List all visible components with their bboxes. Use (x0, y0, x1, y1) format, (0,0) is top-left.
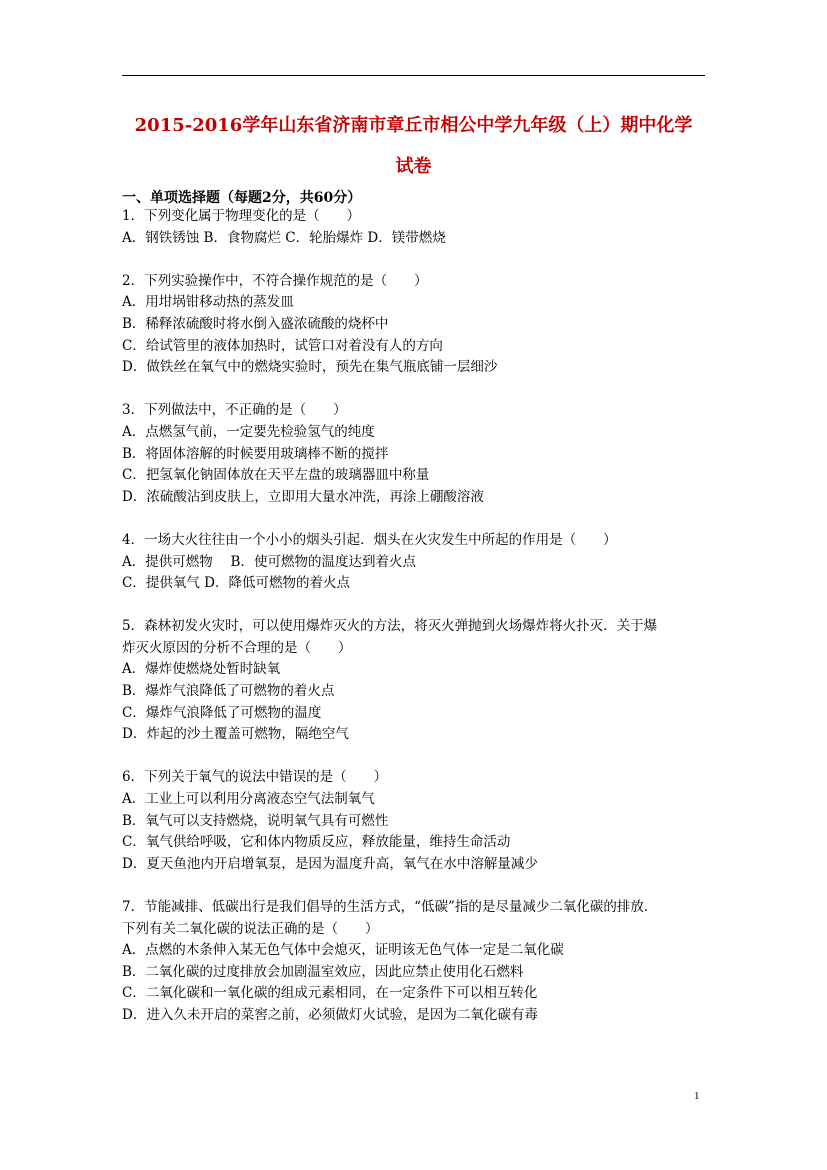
question-2 (122, 271, 707, 379)
answer-option: A．点燃的木条伸入某无色气体中会熄灭，证明该无色气体一定是二氧化碳 (122, 942, 564, 959)
answer-option: D．炸起的沙土覆盖可燃物，隔绝空气 (122, 726, 349, 743)
answer-option: A．用坩埚钳移动热的蒸发皿 (122, 294, 294, 311)
page-title-line1: 2015-2016学年山东省济南市章丘市相公中学九年级（上）期中化学 (134, 115, 693, 136)
answer-option: C．提供氧气 D．降低可燃物的着火点 (122, 575, 350, 592)
answer-option: C．爆炸气浪降低了可燃物的温度 (122, 704, 322, 721)
answer-option: A．点燃氢气前，一定要先检验氢气的纯度 (122, 423, 375, 440)
question-stem-line: 4．一场大火往往由一个小小的烟头引起．烟头在火灾发生中所起的作用是（ ） (122, 531, 617, 548)
question-1 (122, 206, 707, 249)
question-6 (122, 767, 707, 875)
answer-option: A．爆炸使燃烧处暂时缺氧 (122, 661, 281, 678)
section-heading: 一、单项选择题（每题2分，共60分） (122, 190, 362, 206)
question-stem-line: 1．下列变化属于物理变化的是（ ） (122, 208, 361, 224)
answer-option: D．进入久未开启的菜窖之前，必须做灯火试验，是因为二氧化碳有毒 (122, 1006, 538, 1023)
page-number: 1 (694, 1090, 700, 1102)
question-list (122, 206, 707, 1048)
answer-option: B．氧气可以支持燃烧，说明氧气具有可燃性 (122, 812, 389, 829)
answer-option: A．工业上可以利用分离液态空气法制氧气 (122, 791, 375, 808)
question-4 (122, 530, 707, 595)
answer-option: D．做铁丝在氧气中的燃烧实验时，预先在集气瓶底铺一层细沙 (122, 359, 498, 376)
question-stem-line: 炸灭火原因的分析不合理的是（ ） (122, 639, 352, 656)
answer-option: B．将固体溶解的时候要用玻璃棒不断的搅拌 (122, 445, 389, 462)
answer-option: C．把氢氧化钠固体放在天平左盘的玻璃器皿中称量 (122, 467, 430, 484)
answer-option: A．钢铁锈蚀 B．食物腐烂 C．轮胎爆炸 D．镁带燃烧 (122, 229, 446, 246)
question-5 (122, 616, 707, 746)
question-stem-line: 下列有关二氧化碳的说法正确的是（ ） (122, 920, 379, 937)
page-title-line2: 试卷 (395, 156, 432, 177)
question-stem-line: 7．节能减排、低碳出行是我们倡导的生活方式，“低碳”指的是尽量减少二氧化碳的排放． (122, 899, 658, 915)
question-3 (122, 400, 707, 508)
answer-option: A．提供可燃物 B．使可燃物的温度达到着火点 (122, 553, 416, 570)
header-rule (122, 75, 705, 76)
answer-option: C．二氧化碳和一氧化碳的组成元素相同，在一定条件下可以相互转化 (122, 985, 538, 1002)
question-stem-line: 5．森林初发火灾时，可以使用爆炸灭火的方法，将灭火弹抛到火场爆炸将火扑灭．关于爆 (122, 618, 658, 635)
answer-option: C．氧气供给呼吸，它和体内物质反应，释放能量，维持生命活动 (122, 834, 511, 851)
answer-option: D．浓硫酸沾到皮肤上，立即用大量水冲洗，再涂上硼酸溶液 (122, 488, 484, 505)
answer-option: C．给试管里的液体加热时，试管口对着没有人的方向 (122, 337, 443, 354)
answer-option: D．夏天鱼池内开启增氧泵，是因为温度升高，氧气在水中溶解量减少 (122, 855, 538, 872)
question-stem-line: 6．下列关于氧气的说法中错误的是（ ） (122, 769, 388, 786)
answer-option: B．二氧化碳的过度排放会加剧温室效应，因此应禁止使用化石燃料 (122, 963, 524, 980)
question-stem-line: 3．下列做法中，不正确的是（ ） (122, 402, 347, 419)
answer-option: B．稀释浓硫酸时将水倒入盛浓硫酸的烧杯中 (122, 315, 389, 332)
question-7 (122, 897, 707, 1027)
question-stem-line: 2．下列实验操作中，不符合操作规范的是（ ） (122, 272, 428, 289)
answer-option: B．爆炸气浪降低了可燃物的着火点 (122, 683, 335, 700)
